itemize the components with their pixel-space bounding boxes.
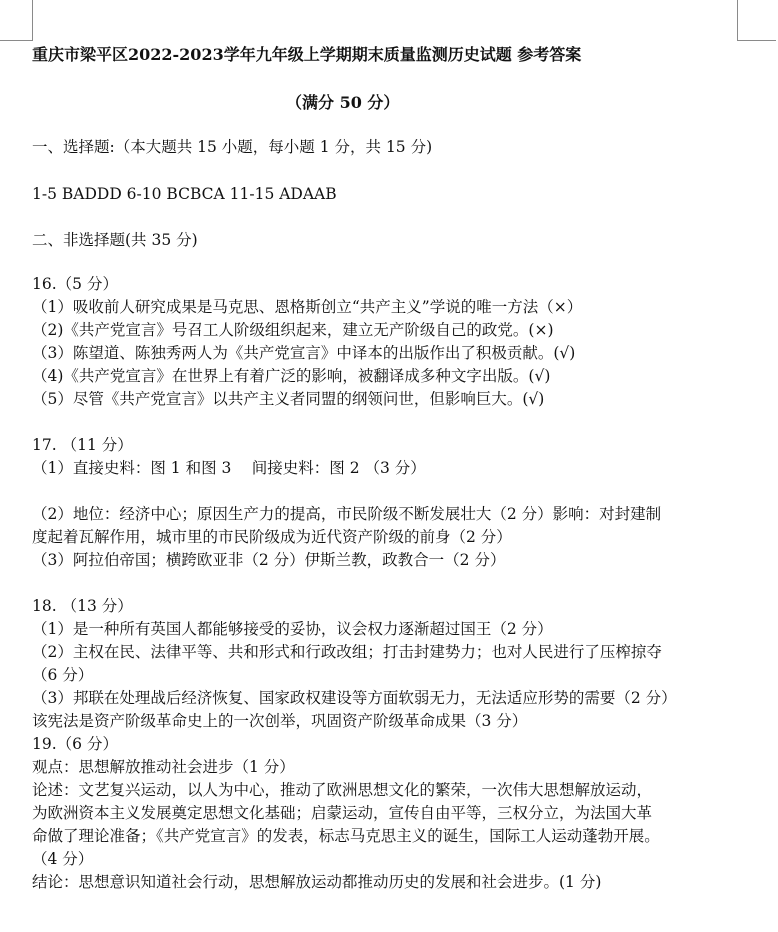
part1-heading: 一、选择题:（本大题共 15 小题，每小题 1 分，共 15 分) — [32, 138, 433, 156]
document-title: 重庆市梁平区2022-2023学年九年级上学期期末质量监测历史试题 参考答案 — [32, 45, 582, 64]
q17-heading: 17. （11 分） — [32, 436, 133, 454]
crop-mark-top-right — [737, 0, 776, 41]
part2-heading: 二、非选择题(共 35 分) — [32, 231, 198, 249]
q18-item-1: （1）是一种所有英国人都能够接受的妥协，议会权力逐渐超过国王（2 分） — [32, 620, 553, 638]
q19-argument-score: （4 分） — [32, 850, 94, 868]
q19-conclusion: 结论：思想意识知道社会行动，思想解放运动都推动历史的发展和社会进步。(1 分) — [32, 873, 602, 891]
choice-answers: 1-5 BADDD 6-10 BCBCA 11-15 ADAAB — [32, 185, 337, 203]
q19-argument-2: 为欧洲资本主义发展奠定思想文化基础；启蒙运动，宣传自由平等，三权分立，为法国大革 — [32, 804, 653, 822]
q19-argument-1: 论述：文艺复兴运动，以人为中心，推动了欧洲思想文化的繁荣，一次伟大思想解放运动， — [32, 781, 653, 799]
q17-item-2: （2）地位：经济中心；原因生产力的提高，市民阶级不断发展壮大（2 分）影响：对封建制 — [32, 505, 662, 523]
q16-item-5: （5）尽管《共产党宣言》以共产主义者同盟的纲领问世，但影响巨大。(√) — [32, 390, 545, 408]
q18-item-3-cont: 该宪法是资产阶级革命史上的一次创举，巩固资产阶级革命成果（3 分） — [32, 712, 528, 730]
q18-item-2-cont: （6 分） — [32, 666, 94, 684]
q16-heading: 16.（5 分） — [32, 275, 118, 293]
q16-item-4: （4)《共产党宣言》在世界上有着广泛的影响，被翻译成多种文字出版。(√) — [32, 367, 551, 385]
q16-item-1: （1）吸收前人研究成果是马克思、恩格斯创立“共产主义”学说的唯一方法（×） — [32, 298, 583, 316]
q18-item-2: （2）主权在民、法律平等、共和形式和行政改组；打击封建势力；也对人民进行了压榨掠夺 — [32, 643, 662, 661]
q19-heading: 19.（6 分） — [32, 735, 118, 753]
crop-mark-top-left — [0, 0, 33, 41]
q16-item-2: （2)《共产党宣言》号召工人阶级组织起来，建立无产阶级自己的政党。(×) — [32, 321, 554, 339]
q17-item-3: （3）阿拉伯帝国；横跨欧亚非（2 分）伊斯兰教，政教合一（2 分） — [32, 551, 506, 569]
q17-item-1: （1）直接史料：图 1 和图 3 间接史料：图 2 （3 分） — [32, 459, 426, 477]
q17-item-2-cont: 度起着瓦解作用，城市里的市民阶级成为近代资产阶级的前身（2 分） — [32, 528, 512, 546]
q19-viewpoint: 观点：思想解放推动社会进步（1 分） — [32, 758, 295, 776]
q18-heading: 18. （13 分） — [32, 597, 133, 615]
q19-argument-3: 命做了理论准备；《共产党宣言》的发表，标志马克思主义的诞生，国际工人运动蓬勃开展。 — [32, 827, 660, 845]
q16-item-3: （3）陈望道、陈独秀两人为《共产党宣言》中译本的出版作出了积极贡献。(√) — [32, 344, 576, 362]
full-score-note: （满分 50 分） — [286, 93, 400, 112]
q18-item-3: （3）邦联在处理战后经济恢复、国家政权建设等方面软弱无力，无法适应形势的需要（2 分） — [32, 689, 677, 707]
